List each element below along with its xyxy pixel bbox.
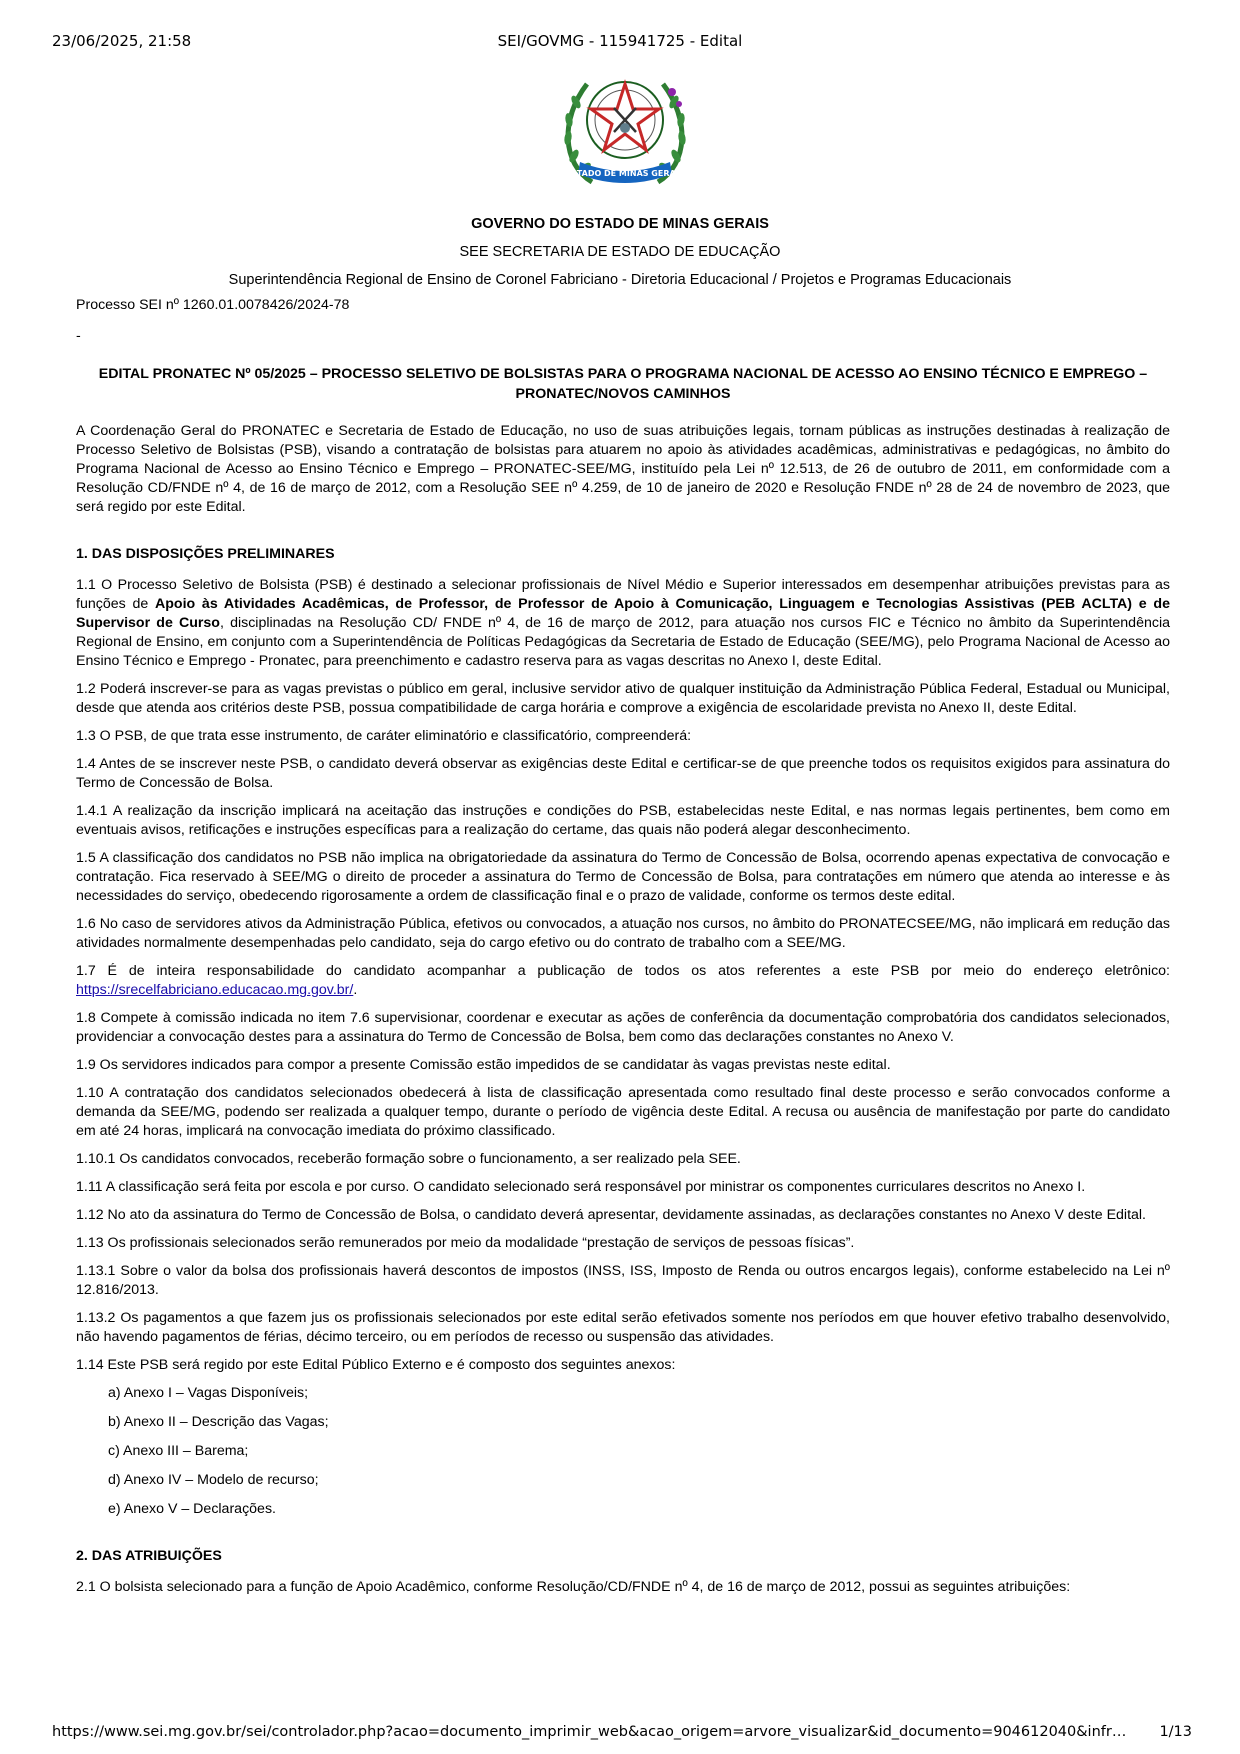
document-header <box>0 210 1240 294</box>
document-body <box>76 296 1170 1606</box>
seal-banner-text: ESTADO DE MINAS GERAIS <box>565 169 685 178</box>
paragraph-1-7-end: . <box>353 982 358 998</box>
paragraph-1-8: 1.8 Compete à comissão indicada no item 7.6 supervisionar, coordenar e executar as ações de conferência da documentação comprobatória dos candidatos selecionados, providenciar a convocação destes para a assinatura do Termo de Concessão de Bolsa, bem como das declarações constantes no Anexo V. <box>76 1010 1170 1045</box>
paragraph-1-13-1: 1.13.1 Sobre o valor da bolsa dos profissionais haverá descontos de impostos (INSS, ISS, Imposto de Renda ou outros encargos legais), conforme estabelecido na Lei nº 12.816/2013. <box>76 1263 1170 1298</box>
sre-website-link[interactable]: https://srecelfabriciano.educacao.mg.gov.br/ <box>76 982 354 998</box>
paragraph-1-4-1: 1.4.1 A realização da inscrição implicará na aceitação das instruções e condições do PSB, estabelecidas neste Edital, e nas normas legais pertinentes, bem como em eventuais avisos, retificações e instruções específicas para a realização do certame, das quais não poderá alegar desconhecimento. <box>76 803 1170 838</box>
paragraph-1-13-2: 1.13.2 Os pagamentos a que fazem jus os profissionais selecionados por este edital serão efetivados somente nos períodos em que houver efetivo trabalho desenvolvido, não havendo pagamentos de férias, décimo terceiro, ou em períodos de recesso ou suspensão das atividades. <box>76 1310 1170 1345</box>
annex-item: b) Anexo II – Descrição das Vagas; <box>108 1414 329 1430</box>
edital-title: EDITAL PRONATEC Nº 05/2025 – PROCESSO SELETIVO DE BOLSISTAS PARA O PROGRAMA NACIONAL DE ACESSO AO ENSINO TÉCNICO E EMPREGO – PRONATEC/NOVOS CAMINHOS <box>98 366 1148 402</box>
paragraph-1-14: 1.14 Este PSB será regido por este Edital Público Externo e é composto dos seguintes anexos: <box>76 1357 676 1373</box>
print-footer <box>0 1724 1240 1744</box>
paragraph-1-7-text: 1.7 É de inteira responsabilidade do candidato acompanhar a publicação de todos os atos referentes a este PSB por meio do endereço eletrônico: <box>76 963 1170 979</box>
section-title-1: 1. DAS DISPOSIÇÕES PRELIMINARES <box>76 546 335 562</box>
annex-item: d) Anexo IV – Modelo de recurso; <box>108 1472 319 1488</box>
print-doc-title: SEI/GOVMG - 115941725 - Edital <box>497 32 743 50</box>
separator-dash: - <box>76 328 81 344</box>
paragraph-1-7 <box>76 962 1170 1000</box>
superintendence-name: Superintendência Regional de Ensino de Coronel Fabriciano - Diretoria Educacional / Projetos e Programas Educacionais <box>228 272 1012 288</box>
paragraph-2-1: 2.1 O bolsista selecionado para a função de Apoio Acadêmico, conforme Resolução/CD/FNDE nº 4, de 16 de março de 2012, possui as seguintes atribuições: <box>76 1579 1071 1595</box>
paragraph-1-10: 1.10 A contratação dos candidatos selecionados obedecerá à lista de classificação apresentada como resultado final deste processo e serão convocados conforme a demanda da SEE/MG, podendo ser realizada a qualquer tempo, durante o período de vigência deste Edital. A recusa ou ausência de manifestação por parte do candidato em até 24 horas, implicará na convocação imediata do próximo classificado. <box>76 1085 1170 1139</box>
annex-item: a) Anexo I – Vagas Disponíveis; <box>108 1385 309 1401</box>
section-title-2: 2. DAS ATRIBUIÇÕES <box>76 1548 222 1564</box>
secretariat-name: SEE SECRETARIA DE ESTADO DE EDUCAÇÃO <box>459 244 781 260</box>
government-name: GOVERNO DO ESTADO DE MINAS GERAIS <box>471 216 769 232</box>
minas-gerais-coat-of-arms-icon <box>552 64 698 194</box>
paragraph-1-6: 1.6 No caso de servidores ativos da Administração Pública, efetivos ou convocados, a atuação nos cursos, no âmbito do PRONATECSEE/MG, não implicará em redução das atividades normalmente desempenhadas pelo candidato, seja do cargo efetivo ou do contrato de trabalho com a SEE/MG. <box>76 916 1170 951</box>
paragraph-1-1 <box>76 576 1170 671</box>
print-datetime: 23/06/2025, 21:58 <box>52 32 192 50</box>
paragraph-1-12: 1.12 No ato da assinatura do Termo de Concessão de Bolsa, o candidato deverá apresentar, devidamente assinadas, as declarações constantes no Anexo V deste Edital. <box>76 1207 1147 1223</box>
paragraph-1-13: 1.13 Os profissionais selecionados serão remunerados por meio da modalidade “prestação de serviços de pessoas físicas”. <box>76 1235 855 1251</box>
paragraph-1-1-bold: Apoio às Atividades Acadêmicas, de Professor, de Professor de Apoio à Comunicação, Linguagem e Tecnologias Assistivas (PEB ACLTA) e de Supervisor de Curso <box>76 596 1170 631</box>
annex-item: e) Anexo V – Declarações. <box>108 1501 276 1517</box>
paragraph-1-1-text-b: , disciplinadas na Resolução CD/ FNDE nº 4, de 16 de março de 2012, para atuação nos cursos FIC e Técnico no âmbito da Superintendência Regional de Ensino, em conjunto com a Superintendência de Políticas Pedagógicas da Secretaria de Estado de Educação (SEE/MG), pelo Programa Nacional de Acesso ao Ensino Técnico e Emprego - Pronatec, para preenchimento e cadastro reserva para as vagas descritas no Anexo I, deste Edital. <box>76 615 1170 669</box>
paragraph-1-11: 1.11 A classificação será feita por escola e por curso. O candidato selecionado será responsável por ministrar os componentes curriculares descritos no Anexo I. <box>76 1179 1086 1195</box>
print-header <box>0 32 1240 54</box>
page-number: 1/13 <box>1159 1724 1192 1740</box>
process-number: Processo SEI nº 1260.01.0078426/2024-78 <box>76 297 350 313</box>
annex-item: c) Anexo III – Barema; <box>108 1443 249 1459</box>
paragraph-1-10-1: 1.10.1 Os candidatos convocados, receberão formação sobre o funcionamento, a ser realizado pela SEE. <box>76 1151 741 1167</box>
paragraph-1-3: 1.3 O PSB, de que trata esse instrumento, de caráter eliminatório e classificatório, compreenderá: <box>76 728 692 744</box>
print-url: https://www.sei.mg.gov.br/sei/controlador.php?acao=documento_imprimir_web&acao_origem=arvore_visualizar&id_documento=904612040&infr… <box>52 1724 1127 1740</box>
paragraph-1-9: 1.9 Os servidores indicados para compor a presente Comissão estão impedidos de se candidatar às vagas previstas neste edital. <box>76 1057 891 1073</box>
paragraph-1-2: 1.2 Poderá inscrever-se para as vagas previstas o público em geral, inclusive servidor ativo de qualquer instituição da Administração Pública Federal, Estadual ou Municipal, desde que atenda aos critérios deste PSB, possua compatibilidade de carga horária e comprove a exigência de escolaridade prevista no Anexo II, deste Edital. <box>76 681 1170 716</box>
paragraph-1-1-text-a: 1.1 O Processo Seletivo de Bolsista (PSB) é destinado a selecionar profissionais de Nível Médio e Superior interessados em desempenhar atribuições previstas para as funções de <box>76 577 1170 612</box>
intro-paragraph: A Coordenação Geral do PRONATEC e Secretaria de Estado de Educação, no uso de suas atribuições legais, tornam públicas as instruções destinadas à realização de Processo Seletivo de Bolsistas (PSB), visando a contratação de bolsistas para atuarem no apoio às atividades acadêmicas, administrativas e pedagógicas, no âmbito do Programa Nacional de Acesso ao Ensino Técnico e Emprego – PRONATEC-SEE/MG, instituído pela Lei nº 12.513, de 26 de outubro de 2011, em conformidade com a Resolução CD/FNDE nº 4, de 16 de março de 2012, com a Resolução SEE nº 4.259, de 10 de janeiro de 2020 e Resolução FNDE nº 28 de 24 de novembro de 2023, que será regido por este Edital. <box>76 423 1170 515</box>
paragraph-1-5: 1.5 A classificação dos candidatos no PSB não implica na obrigatoriedade da assinatura do Termo de Concessão de Bolsa, ocorrendo apenas expectativa de convocação e contratação. Fica reservado à SEE/MG o direito de proceder a assinatura do Termo de Concessão de Bolsa, para contratações em número que atenda ao interesse e às necessidades do serviço, obedecendo rigorosamente a ordem de classificação final e o prazo de validade, conforme os termos deste edital. <box>76 850 1170 904</box>
paragraph-1-4: 1.4 Antes de se inscrever neste PSB, o candidato deverá observar as exigências deste Edital e certificar-se de que preenche todos os requisitos exigidos para assinatura do Termo de Concessão de Bolsa. <box>76 756 1170 791</box>
